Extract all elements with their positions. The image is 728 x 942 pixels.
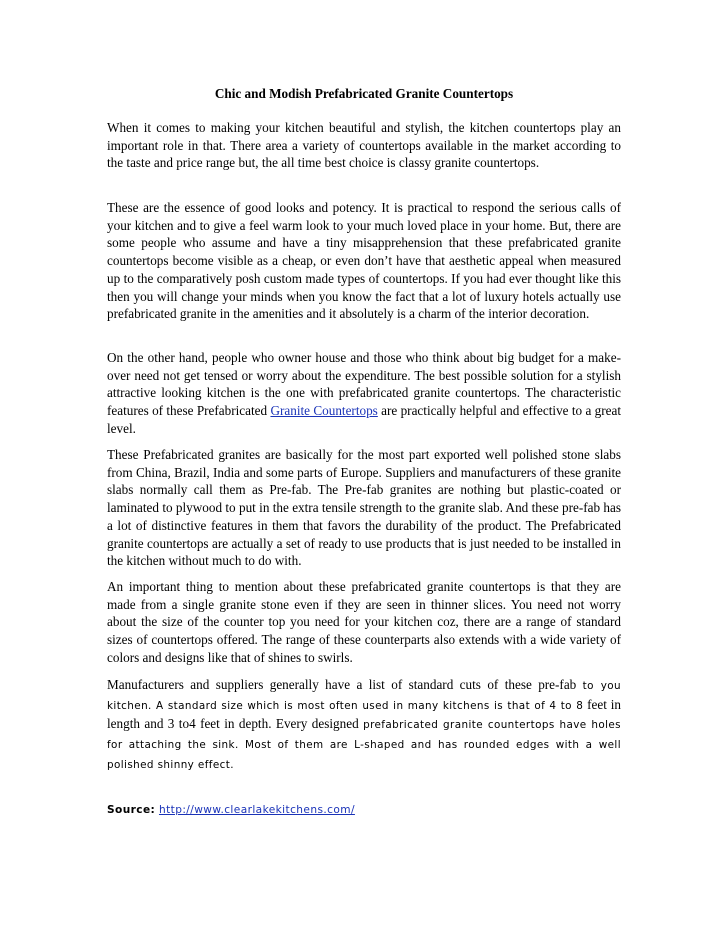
source-line (107, 803, 621, 817)
paragraph-6-text-d: prefabricated granite countertops have holes for attaching the sink. Most of them are L-shaped and has rounded edges with a well polished shinny effect. (107, 719, 621, 771)
paragraph-2: These are the essence of good looks and potency. It is practical to respond the serious calls of your kitchen and to give a feel warm look to your much loved place in your home. But, there are some people who assume and have a tiny misapprehension that these prefabricated granite countertops become visible as a cheap, or even don’t have that aesthetic appeal when measured up to the comparatively posh custom made types of countertops. If you had ever thought like this then you will change your minds when you know the fact that a lot of luxury hotels actually use prefabricated granite in the amenities and it absolutely is a charm of the interior decoration. (107, 200, 621, 322)
paragraph-6-text-b: to you kitchen. A standard size which is most often used in many kitchens is that of 4 to 8 (107, 680, 621, 712)
paragraph-6-text-c: feet in length and 3 to4 feet in depth. Every designed (107, 696, 621, 732)
paragraph-1: When it comes to making your kitchen beautiful and stylish, the kitchen countertops play an important role in that. There area a variety of countertops available in the market according to the taste and price range but, the all time best choice is classy granite countertops. (107, 120, 621, 171)
source-label: Source: (107, 804, 156, 816)
paragraph-3-text-a: On the other hand, people who owner house and those who think about big budget for a make-over need not get tensed or worry about the expenditure. The best possible solution for a stylish attractive looking kitchen is the one with prefabricated granite countertops. The characteristic features of these Prefabricated (107, 350, 621, 419)
paragraph-4: These Prefabricated granites are basically for the most part exported well polished stone slabs from China, Brazil, India and some parts of Europe. Suppliers and manufacturers of these granite slabs normally call them as Pre-fab. The Pre-fab granites are nothing but plastic-coated or laminated to plywood to put in the extra tensile strength to the granite slab. And these pre-fab has a lot of distinctive features in them that favors the durability of the product. The Prefabricated granite countertops are actually a set of ready to use products that is just needed to be installed in the kitchen without much to do with. (107, 447, 621, 569)
paragraph-6 (107, 676, 621, 775)
paragraph-6-text-a: Manufacturers and suppliers generally have a list of standard cuts of these pre-fab (107, 677, 583, 692)
paragraph-5: An important thing to mention about these prefabricated granite countertops is that they are made from a single granite stone even if they are seen in thinner slices. You need not worry about the size of the counter top you need for your kitchen coz, there are a range of standard sizes of countertops offered. The range of these counterparts also extends with a wide variety of colors and designs like that of shines to swirls. (107, 579, 621, 665)
source-link[interactable]: http://www.clearlakekitchens.com/ (158, 804, 355, 816)
granite-countertops-link[interactable]: Granite Countertops (270, 403, 378, 419)
paragraph-3-text-b: are practically helpful and effective to a great level. (107, 403, 621, 436)
document-title: Chic and Modish Prefabricated Granite Countertops (214, 86, 514, 101)
paragraph-3 (107, 349, 621, 438)
